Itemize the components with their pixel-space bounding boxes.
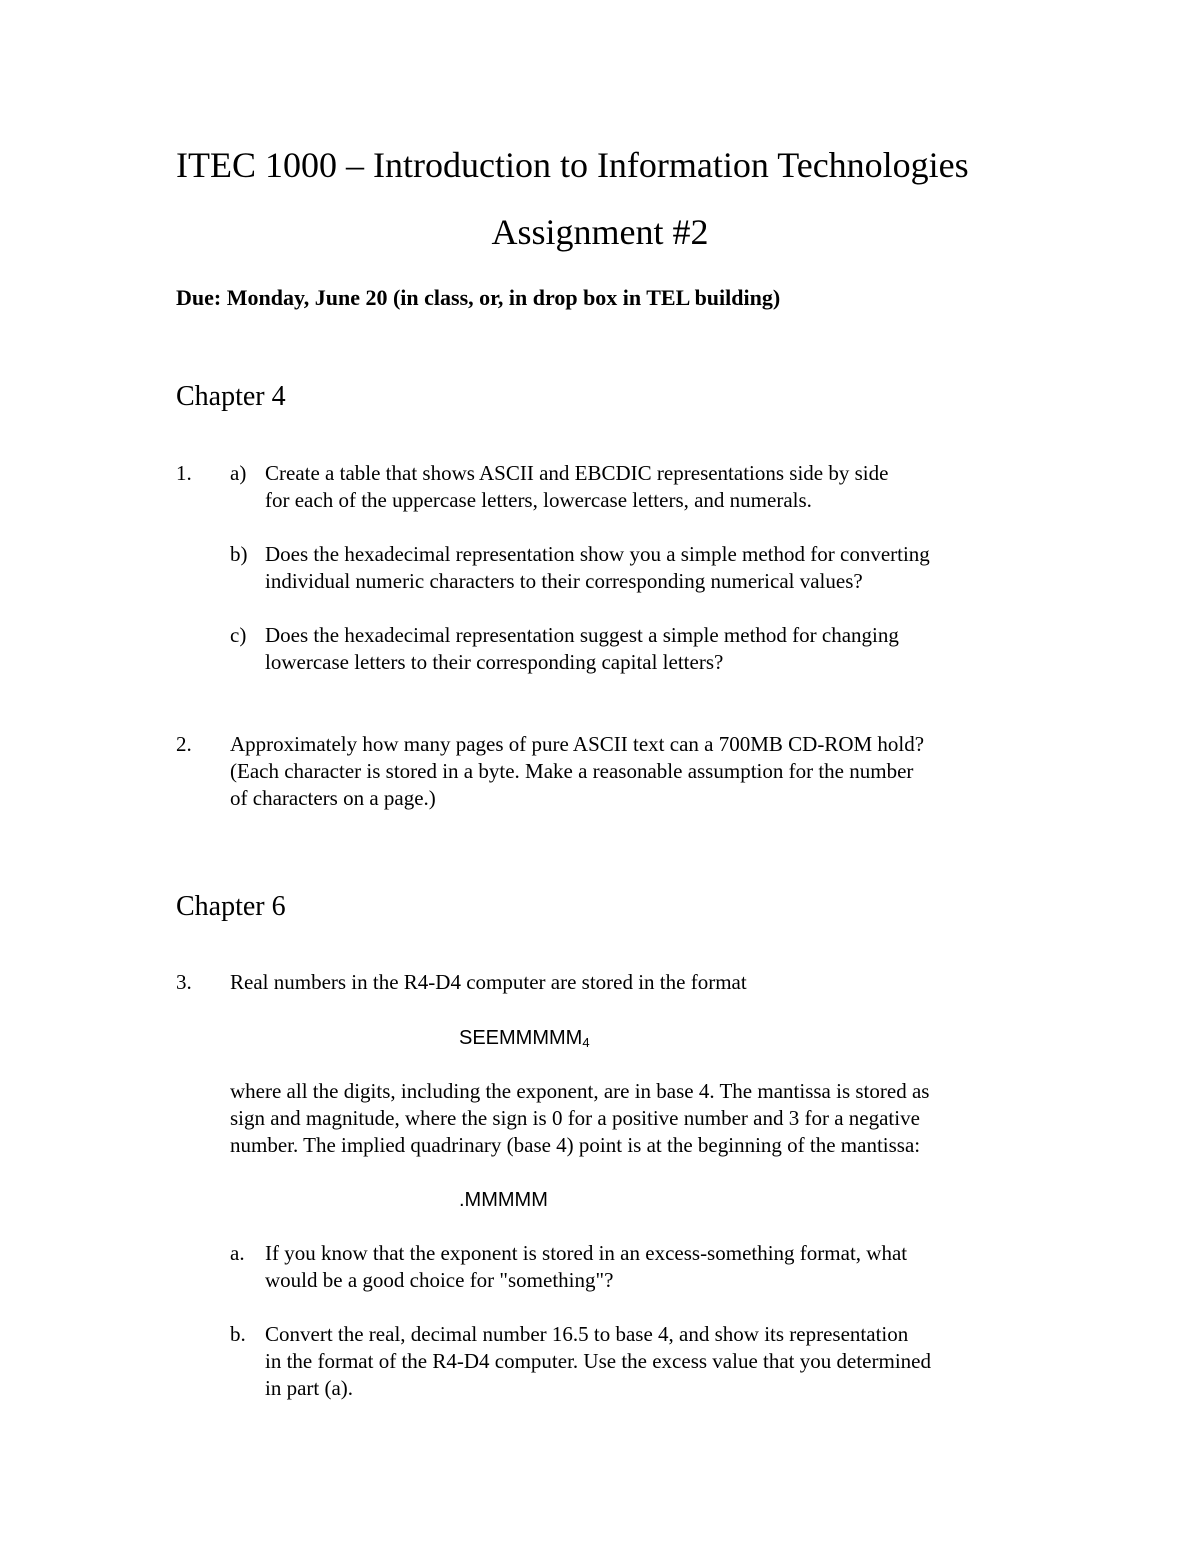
text-line: number. The implied quadrinary (base 4) point is at the beginning of the mantissa:: [230, 1133, 921, 1157]
question-3-description: [230, 1078, 929, 1159]
question-3-intro: Real numbers in the R4-D4 computer are stored in the format: [230, 970, 747, 994]
question-3a-label: a.: [230, 1241, 245, 1265]
question-3b-text: [265, 1321, 931, 1402]
question-1c-text: [265, 622, 899, 676]
text-line: Convert the real, decimal number 16.5 to base 4, and show its representation: [265, 1322, 909, 1346]
question-2-number: 2.: [176, 732, 192, 756]
question-3-number: 3.: [176, 970, 192, 994]
question-1a-text: [265, 460, 888, 514]
text-line: sign and magnitude, where the sign is 0 for a positive number and 3 for a negative: [230, 1106, 920, 1130]
assignment-subtitle: Assignment #2: [491, 212, 709, 252]
chapter-6-heading: Chapter 6: [176, 891, 286, 922]
number-format: [459, 1026, 590, 1055]
text-line: lowercase letters to their corresponding capital letters?: [265, 650, 724, 674]
text-line: individual numeric characters to their corresponding numerical values?: [265, 569, 863, 593]
question-1b-text: [265, 541, 930, 595]
text-line: Does the hexadecimal representation show you a simple method for converting: [265, 542, 930, 566]
question-3b-label: b.: [230, 1322, 246, 1346]
question-2-text: [230, 731, 924, 812]
text-line: Does the hexadecimal representation suggest a simple method for changing: [265, 623, 899, 647]
mantissa-format: .MMMMM: [459, 1189, 548, 1211]
text-line: of characters on a page.): [230, 786, 436, 810]
text-line: where all the digits, including the exponent, are in base 4. The mantissa is stored as: [230, 1079, 930, 1103]
question-3a-text: [265, 1240, 907, 1294]
text-line: would be a good choice for "something"?: [265, 1268, 614, 1292]
text-line: in the format of the R4-D4 computer. Use the excess value that you determined: [265, 1349, 931, 1373]
format-digits: SEEMMMMM: [459, 1027, 583, 1049]
text-line: If you know that the exponent is stored in an excess-something format, what: [265, 1241, 908, 1265]
format-base-subscript: 4: [582, 1035, 590, 1050]
text-line: (Each character is stored in a byte. Make a reasonable assumption for the number: [230, 759, 914, 783]
document-title: ITEC 1000 – Introduction to Information Technologies: [176, 145, 969, 185]
due-date: Due: Monday, June 20 (in class, or, in drop box in TEL building): [176, 285, 781, 310]
text-line: Create a table that shows ASCII and EBCDIC representations side by side: [265, 461, 889, 485]
text-line: Approximately how many pages of pure ASCII text can a 700MB CD-ROM hold?: [230, 732, 925, 756]
question-1a-label: a): [230, 461, 247, 485]
text-line: in part (a).: [265, 1376, 354, 1400]
question-1b-label: b): [230, 542, 248, 566]
question-1c-label: c): [230, 623, 247, 647]
chapter-4-heading: Chapter 4: [176, 381, 286, 412]
question-1-number: 1.: [176, 461, 192, 485]
text-line: for each of the uppercase letters, lowercase letters, and numerals.: [265, 488, 812, 512]
